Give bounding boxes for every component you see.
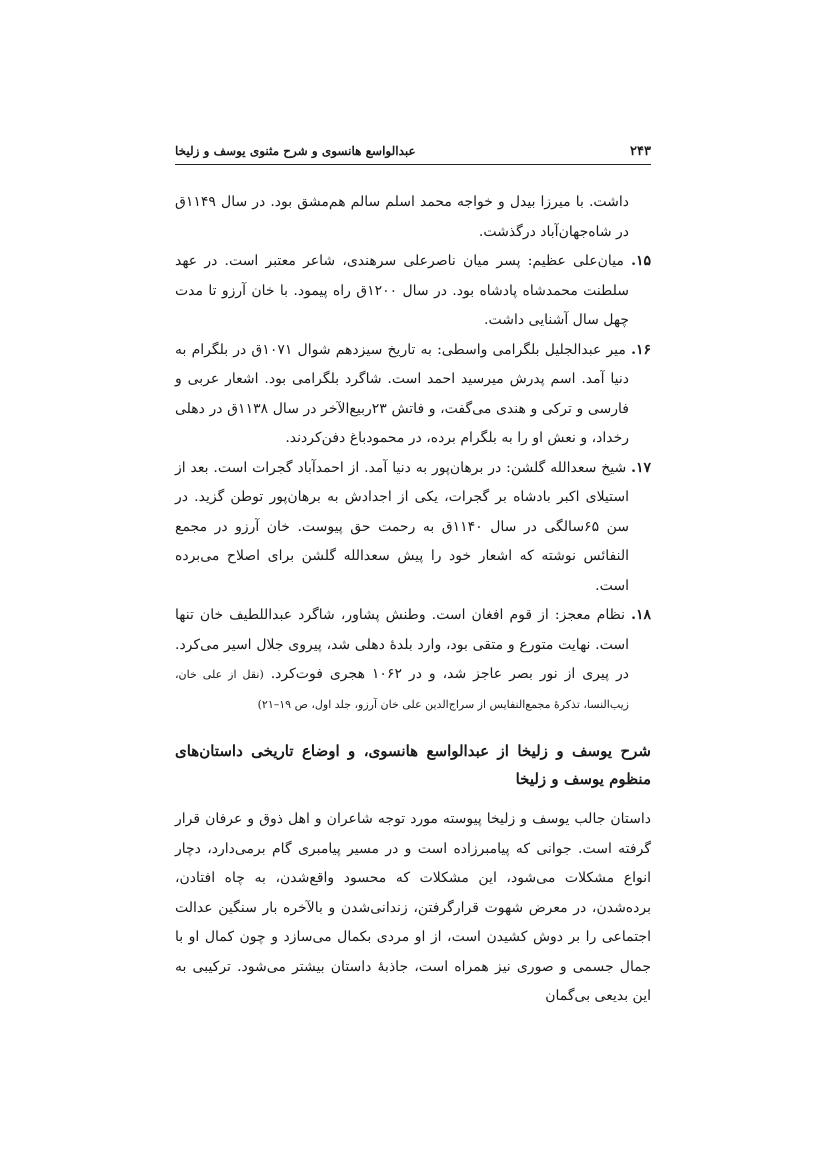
body-paragraph: داستان جالب یوسف و زلیخا پیوسته مورد توجه شاعران و اهل ذوق و عرفان قرار گرفته است. جوانی که پیامبرزاده است و در مسیر پیامبری گام برمی‌دارد، دچار انواع مشکلات می‌شود، این مشکلات که محسود واقع‌شدن، به چاه افتادن، برده‌شدن، در معرض شهوت قرارگرفتن، زندانی‌شدن و بالآخره بار سنگین عدالت اجتماعی را بر دوش کشیدن است، از او مردی بکمال می‌سازد و چون کمال او با جمال جسمی و صوری نیز همراه است، جاذبهٔ داستان بیشتر می‌شود. ترکیبی به این بدیعی بی‌گمان [175,811,651,1005]
page-number: ۲۴۳ [630,144,651,159]
entry-number: ۱۵. [631,253,651,269]
page-content [175,188,651,1012]
entry-text: نظام معجز: از قوم افغان است. وطنش پشاور، شاگرد عبداللطیف خان تنها است. نهایت متورع و متقی بود، وارد بلدهٔ دهلی شد، پیروی جلال اسیر می‌کرد. در پیری از نور بصر عاجز شد، و در ۱۰۶۲ هجری فوت‌کرد. [175,607,629,682]
entry-number: ۱۸. [631,607,651,623]
entry-text: شیخ سعدالله گلشن: در برهان‌پور به دنیا آمد. از احمدآباد گجرات است. بعد از استیلای اکبر بادشاه بر گجرات، یکی از اجدادش به برهان‌پور توطن گزید. در سن ۶۵سالگی در سال ۱۱۴۰ق به رحمت حق پیوست. خان آرزو در مجمع النفائس نوشته که اشعار خود را پیش سعدالله گلشن برای اصلاح می‌برده است. [175,459,629,594]
entry-number: ۱۷. [631,459,652,476]
entry-18 [175,601,651,719]
page-header [175,140,651,165]
entry-16 [175,336,651,454]
entry-text: میر عبدالجلیل بلگرامی واسطی: به تاریخ سیزدهم شوال ۱۰۷۱ق در بلگرام به دنیا آمد. اسم پدرش میرسید احمد است. شاگرد بلگرامی بود. اشعار عربی و فارسی و ترکی و هندی می‌گفت، و فاتش ۲۳ربیع‌الآخر در سال ۱۱۳۸ق در دهلی رخداد، و نعش او را به بلگرام برده، در محمودباغ دفن‌کردند. [175,341,629,446]
entry-15 [175,247,651,336]
citation: (نقل از علی خان، زیب‌النسا، تذکرهٔ مجمع‌النفایس از سراج‌الدین علی خان آرزو، جلد اول، ص ۱۹–۲۱) [175,668,629,711]
entry-text: میان‌علی عظیم: پسر میان ناصرعلی سرهندی، شاعر معتبر است. در عهد سلطنت محمدشاه پادشاه بود. در سال ۱۲۰۰ق راه پیمود. با خان آرزو تا مدت چهل سال آشنایی داشت. [175,253,629,328]
entry-17 [175,454,651,602]
section-heading: شرح یوسف و زلیخا از عبدالواسع هانسوی، و اوضاع تاریخی داستان‌های منظوم یوسف و زلیخا [175,742,651,788]
running-title: عبدالواسع هانسوی و شرح مثنوی یوسف و زلیخا [175,144,416,158]
entry-number: ۱۶. [631,341,652,358]
continuation-paragraph: داشت. با میرزا بیدل و خواجه محمد اسلم سالم هم‌مشق بود. در سال ۱۱۴۹ق در شاه‌جهان‌آباد درگذشت. [175,194,629,240]
